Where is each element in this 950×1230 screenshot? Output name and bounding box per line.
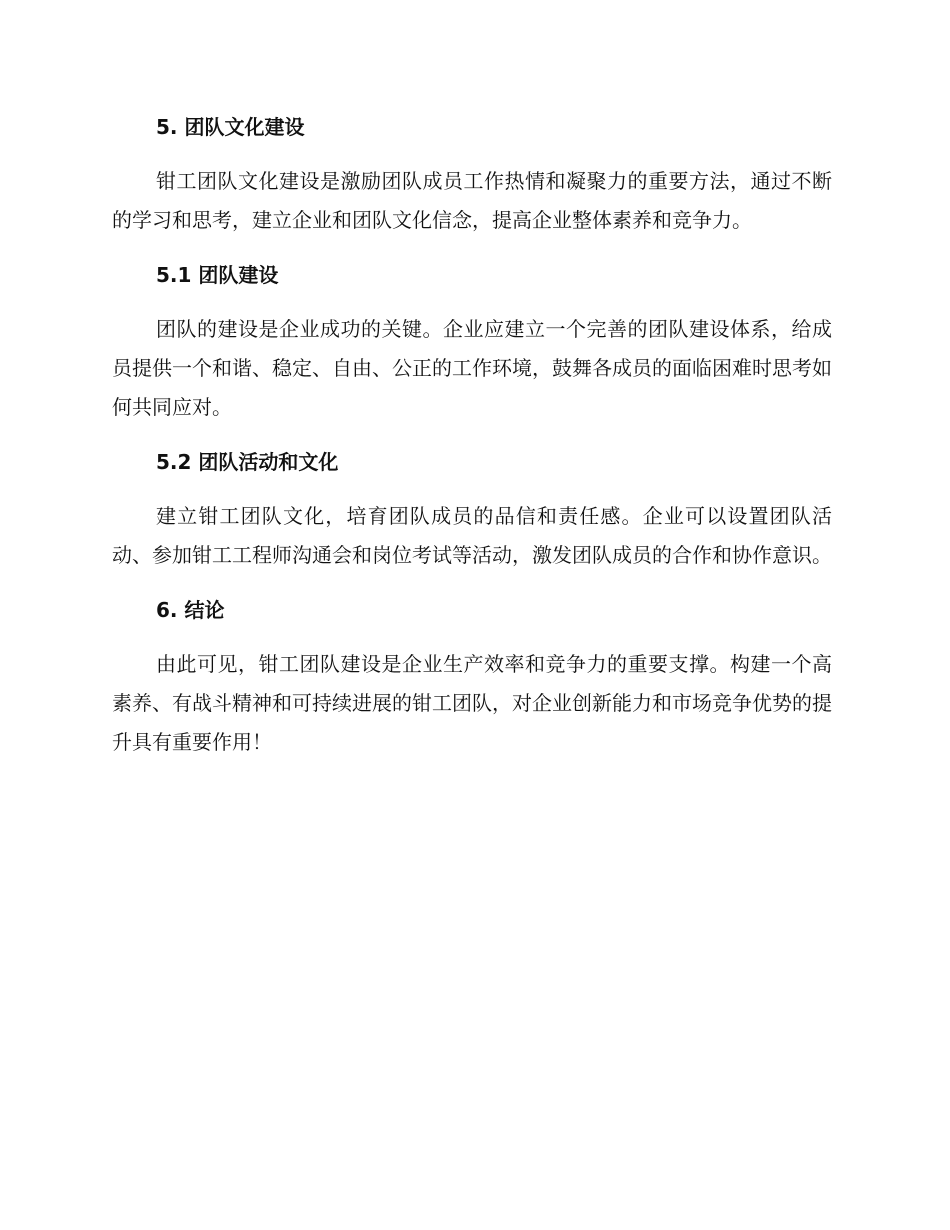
section-heading-5-2: 5.2 团队活动和文化 [156,450,339,474]
section-paragraph-6: 由此可见，钳工团队建设是企业生产效率和竞争力的重要支撑。构建一个高素养、有战斗精神和可持续进展的钳工团队，对企业创新能力和市场竞争优势的提升具有重要作用！ [112,652,832,754]
section-heading-6: 6. 结论 [156,598,225,622]
section-paragraph-5-2: 建立钳工团队文化，培育团队成员的品信和责任感。企业可以设置团队活动、参加钳工工程师沟通会和岗位考试等活动，激发团队成员的合作和协作意识。 [112,504,832,567]
section-paragraph-5-1: 团队的建设是企业成功的关键。企业应建立一个完善的团队建设体系，给成员提供一个和谐、稳定、自由、公正的工作环境，鼓舞各成员的面临困难时思考如何共同应对。 [112,317,832,419]
document-body [112,110,832,780]
section-paragraph-5: 钳工团队文化建设是激励团队成员工作热情和凝聚力的重要方法，通过不断的学习和思考，建立企业和团队文化信念，提高企业整体素养和竞争力。 [112,169,832,232]
section-heading-5-1: 5.1 团队建设 [156,263,279,287]
section-heading-5: 5. 团队文化建设 [156,115,305,139]
